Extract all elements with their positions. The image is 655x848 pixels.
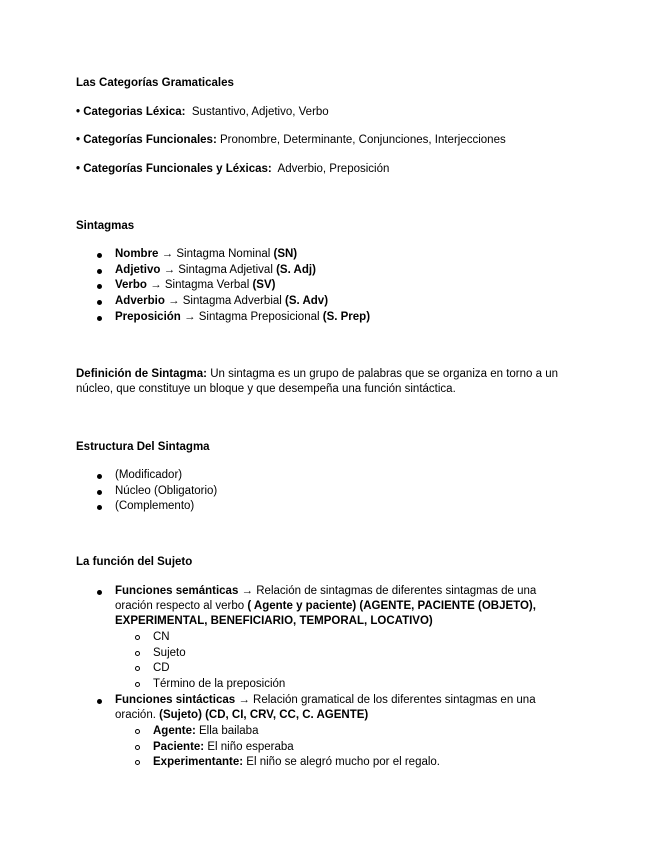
bullet-disc <box>97 269 102 274</box>
bullet-circle <box>135 760 140 765</box>
bullet-disc <box>97 300 102 305</box>
funcion-title: La función del Sujeto <box>76 556 193 568</box>
sintagma-item-nombre: Nombre → Sintagma Nominal (SN) <box>115 248 298 260</box>
bullet-circle <box>135 651 140 656</box>
categoria-mixtas-label: • Categorías Funcionales y Léxicas: <box>76 163 272 175</box>
estructura-item: Núcleo (Obligatorio) <box>115 485 218 497</box>
categoria-lexica-label: • Categorias Léxica: <box>76 106 186 118</box>
categoria-funcionales-value: Pronombre, Determinante, Conjunciones, Interjecciones <box>219 134 506 146</box>
bullet-circle <box>135 666 140 671</box>
definicion-label: Definición de Sintagma: <box>76 368 207 380</box>
semanticas-sub-item: Término de la preposición <box>153 678 286 690</box>
sintagma-item-adjetivo: Adjetivo → Sintagma Adjetival (S. Adj) <box>115 264 316 276</box>
bullet-disc <box>97 253 102 258</box>
categoria-lexica-value: Sustantivo, Adjetivo, Verbo <box>191 106 329 118</box>
definicion-paragraph <box>76 367 576 397</box>
semanticas-sub-item: Sujeto <box>153 647 186 659</box>
categorias-title: Las Categorías Gramaticales <box>76 77 234 89</box>
bullet-disc <box>97 474 102 479</box>
categoria-mixtas <box>76 162 389 177</box>
bullet-circle <box>135 635 140 640</box>
semanticas-sub-item: CD <box>153 662 170 674</box>
bullet-circle <box>135 682 140 687</box>
semanticas-sub-item: CN <box>153 631 170 643</box>
categoria-funcionales-label: • Categorías Funcionales: <box>76 134 217 146</box>
bullet-disc <box>97 590 102 595</box>
sintagma-item-verbo: Verbo → Sintagma Verbal (SV) <box>115 279 276 291</box>
bullet-disc <box>97 490 102 495</box>
categoria-mixtas-value: Adverbio, Preposición <box>277 163 390 175</box>
categoria-funcionales <box>76 133 506 148</box>
funciones-sintacticas-item: Funciones sintácticas → Relación gramatical de los diferentes sintagmas en una oración. (Sujeto) (CD, CI, CRV, CC, C. AGENTE) <box>115 694 536 721</box>
definicion-text: Un sintagma es un grupo de palabras que se organiza en torno a un núcleo, que constituye un bloque y que desempeña una función sintáctica. <box>76 368 558 395</box>
bullet-disc <box>97 699 102 704</box>
estructura-item: (Modificador) <box>115 469 183 481</box>
estructura-title: Estructura Del Sintagma <box>76 441 210 453</box>
sintacticas-sub-item: Experimentante: El niño se alegró mucho por el regalo. <box>153 756 441 768</box>
funciones-semanticas-item: Funciones semánticas → Relación de sintagmas de diferentes sintagmas de una oración respecto al verbo ( Agente y paciente) (AGENTE, PACIENTE (OBJETO), EXPERIMENTAL, BENEFICIARIO, TEMPORAL, LOCATIVO) <box>115 585 537 627</box>
estructura-item: (Complemento) <box>115 500 195 512</box>
bullet-disc <box>97 284 102 289</box>
sintacticas-sub-item: Paciente: El niño esperaba <box>153 741 294 753</box>
bullet-disc <box>97 505 102 510</box>
categoria-lexica <box>76 105 329 120</box>
sintacticas-sub-item: Agente: Ella bailaba <box>153 725 259 737</box>
bullet-circle <box>135 745 140 750</box>
sintagma-item-adverbio: Adverbio → Sintagma Adverbial (S. Adv) <box>115 295 329 307</box>
bullet-disc <box>97 316 102 321</box>
sintagmas-title: Sintagmas <box>76 220 135 232</box>
bullet-circle <box>135 729 140 734</box>
sintagma-item-preposicion: Preposición → Sintagma Preposicional (S. Prep) <box>115 311 371 323</box>
